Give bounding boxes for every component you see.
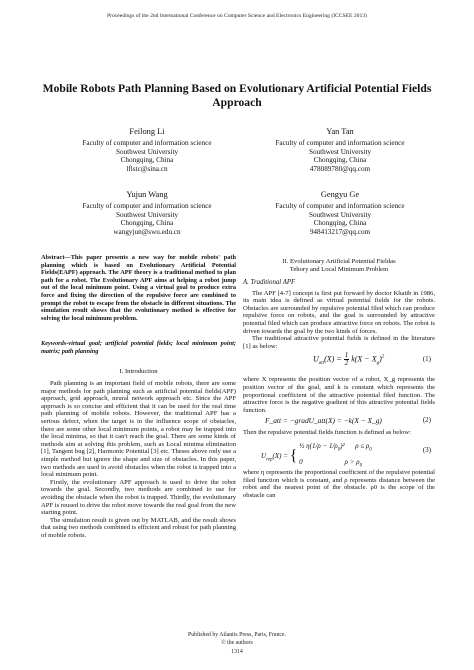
equation-number: (1) [422, 355, 431, 364]
section-heading: I. Introduction [119, 368, 158, 375]
author-email: lflstc@sina.cn [126, 165, 168, 174]
section-heading-line2: Tehory and Local Minimum Problem [289, 266, 389, 273]
author-city: Chongqing, China [120, 156, 174, 165]
footer-copyright: © the authors [221, 640, 253, 646]
author-city: Chongqing, China [313, 219, 367, 228]
author-name: Gengyu Ge [320, 190, 360, 199]
author-name: Yujun Wang [126, 190, 168, 199]
author-university: Southwest University [308, 210, 372, 219]
equation-2 [243, 414, 435, 429]
author-block [245, 190, 435, 237]
equation-body: $U_{att}(X)$ = $\frac{1}{2}$ $k(X - X_g)^2$ [313, 351, 385, 368]
paragraph: where η represents the proportional coefficient of the repulsive potential filed function which is constant, and ρ represents distance between the robot and the nearest point of the obstacle. ρ0 is the scope of the obstacle can [243, 468, 435, 499]
section-introduction [41, 368, 236, 539]
author-university: Southwest University [115, 210, 179, 219]
author-affiliation: Faculty of computer and information science [275, 202, 405, 210]
equation-number: (2) [422, 416, 431, 425]
paper-title: Mobile Robots Path Planning Based on Evolutionary Artificial Potential Fields Approach [42, 82, 432, 109]
subsection-heading: A. Traditional APF [243, 279, 296, 286]
author-name: Yan Tan [326, 127, 354, 136]
author-city: Chongqing, China [120, 219, 174, 228]
author-block [52, 127, 242, 174]
section-heading: II. Evolutionary Artificial Potential Fieldas [282, 258, 396, 265]
footer-publisher: Published by Atlantis Press, Paris, France. [188, 632, 286, 638]
abstract: Abstract—This paper presents a new way for mobile robots' path planning which is based on Evolutionary Artificial Potential Fields(EAPF) approach. The APF theory is a traditional method to plan path for a robot. The Evolutionary APF aims at helping a robot jump out of the local minimum point. Using a virtual goal to produce extra force and fixing the direction of the repulsive force are combined to prompt the robot to escape from the obstacle in different situations. The simulation result shows that the evolutionary method is effective for solving the local minimum problem. [41, 254, 236, 322]
author-block [52, 190, 242, 237]
author-affiliation: Faculty of computer and information science [275, 139, 405, 147]
paragraph: The APF [4-7] concept is first put forward by doctor Khatib in 1986, its main idea is defined as virtual potential fields for the robots. Obstacles are surrounded by repulsive potential filed which can produce repulsive force on robots, and the goal is surrounded by attractive potential filed which can produce attractive force on robots. The robot is driven towards the goal by the two kinds of forces. [243, 289, 435, 335]
author-city: Chongqing, China [313, 156, 367, 165]
paragraph: where X represents the position vector of a robot, X_g represents the position vector of the goal, and k is constant which represents the proportional coefficient of the attractive potential filed function. The attractive force is the negative gradient of this attractive potential fields function. [243, 376, 435, 414]
keywords: Keywords-virtual goal; artificial potential fields; local minimum point; matrix; path planning [41, 340, 236, 355]
author-email: 948413217@qq.com [309, 228, 371, 237]
author-affiliation: Faculty of computer and information science [82, 202, 212, 210]
author-affiliation: Faculty of computer and information science [82, 139, 212, 147]
author-university: Southwest University [308, 147, 372, 156]
author-name: Feilong Li [129, 127, 165, 136]
paragraph: Firstly, the evolutionary APF approach is used to drive the robot towards the goal. Secondly, two methods are combined to use for avoiding the obstacle when the robot is trapped. Thirdly, the evolutionary APF is reused to drive the robot move towards the real goal from the new starting point. [41, 478, 236, 517]
page-number: 1314 [231, 649, 243, 655]
equation-3 [243, 437, 435, 469]
paragraph: Path planning is an important field of mobile robots, there are some major methods for path planning such as artificial potential fields(APF) approach, grid approach, neural network approach etc. Since the APF approach is so concise and efficient that it can be used for the real time path planning of mobile robots. However, the traditional APF has a serious defect, when the target is in the influence scope of obstacles, there are some other local minimum points, a robot may be trapped into the local minima, so that it can't reach the goal. There are some kinds of methods aim at solving this problem, such as Local minima elimination [1], Tangent bug [2], Harmonic Potential [3] etc. Theses above only use a simple method but ignore the shape and size of obstacles. In this paper, two methods are used to avoid obstacles when the robot is trapped into a local minimum point. [41, 380, 236, 479]
equation-number: (3) [422, 445, 431, 454]
author-university: Southwest University [115, 147, 179, 156]
author-email: wangyjun@swu.edu.cn [113, 228, 181, 237]
author-block [245, 127, 435, 174]
paragraph: The traditional attractive potential fields is defined in the literature [1] as below: [243, 335, 435, 350]
equation-1 [243, 350, 435, 376]
running-header: Proceedings of the 2nd International Conference on Computer Science and Electronics Engineering (ICCSEE 2013) [107, 13, 367, 19]
paragraph: The simulation result is given out by MATLAB, and the result shows that using two methods combined is efficient and robust for path planning of mobile robots. [41, 516, 236, 539]
author-email: 478089780@qq.com [309, 165, 371, 174]
paragraph: Then the repulsive potential fields function is defined as below: [243, 429, 411, 437]
section-apf [243, 258, 435, 499]
equation-body: $U_{rep}(X)$ = { ½ $\eta(1/\rho - 1/\rho_0)^2$ $\rho \le \rho_0$ 0 $\rho > \rho_0$ [261, 441, 372, 469]
equation-body: F_att = −gradU_att(X) = −k(X − X_g) [265, 416, 382, 426]
